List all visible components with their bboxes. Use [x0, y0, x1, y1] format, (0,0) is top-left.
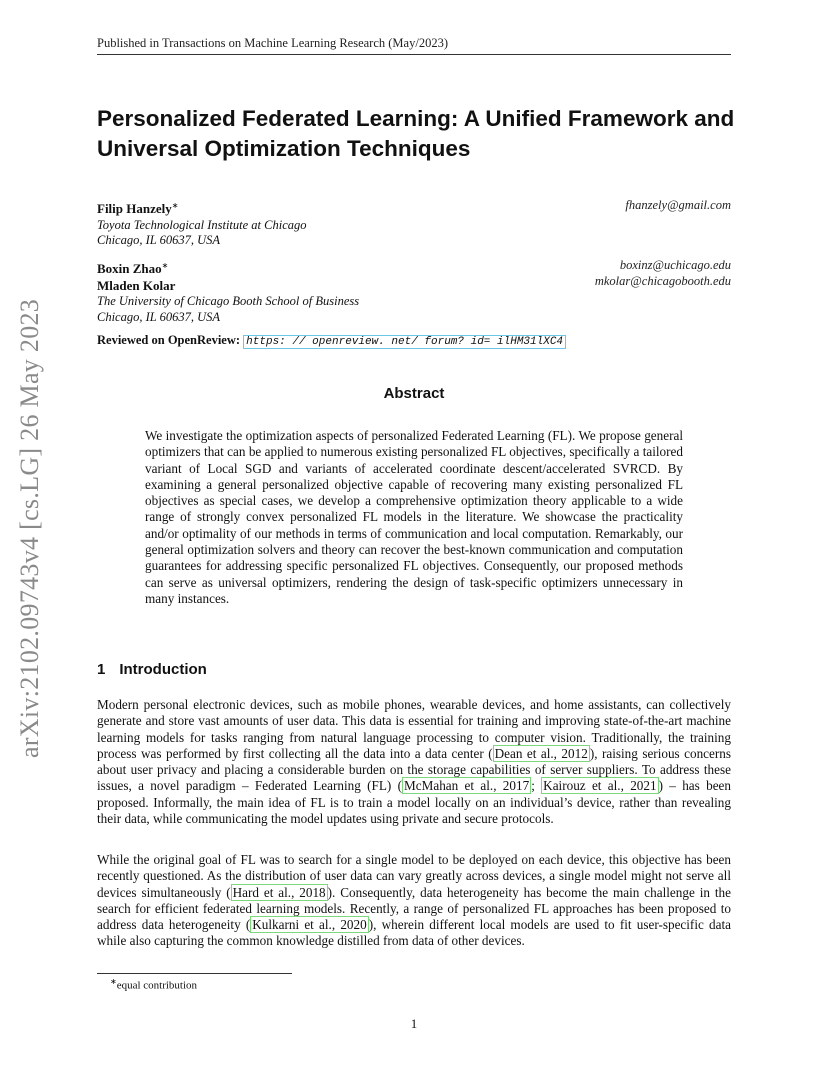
author-group-2	[97, 258, 731, 325]
text-span: ;	[531, 778, 542, 794]
journal-header: Published in Transactions on Machine Learning Research (May/2023)	[97, 36, 731, 55]
text-span: ), raising serious concerns about user privacy and placing a considerable burden on the storage capabilities of server suppliers. To address these issues, a novel paradigm – Federated Learning (FL) (	[97, 745, 731, 794]
author-group-1	[97, 198, 731, 249]
abstract-heading: Abstract	[383, 385, 445, 402]
footnote-divider	[97, 973, 292, 974]
paper-title: Personalized Federated Learning: A Unified Framework and Universal Optimization Techniques	[97, 106, 735, 161]
intro-paragraph-2	[97, 852, 731, 950]
text-span: Modern personal electronic devices, such as mobile phones, wearable devices, and home assistants, can collectively generate and store vast amounts of user data. This data is essential for training and improving state-of-the-art machine learning models for tasks ranging from natural language processing to computer vision. Traditionally, the training process was performed by first collecting all the data into a data center (	[97, 697, 731, 761]
citation-link[interactable]: Kairouz et al., 2021	[543, 778, 657, 794]
author-affiliation: Toyota Technological Institute at Chicago	[97, 217, 307, 232]
footnote	[110, 977, 197, 992]
intro-paragraph-1	[97, 697, 731, 827]
equal-contribution-mark: ∗	[171, 201, 179, 210]
author-name: Filip Hanzely	[97, 201, 172, 217]
page-number: 1	[410, 1016, 418, 1031]
openreview-link[interactable]: https: // openreview. net/ forum? id= ilHM31lXC4	[243, 335, 566, 349]
footnote-text: equal contribution	[116, 979, 198, 992]
text-span: While the original goal of FL was to search for a single model to be deployed on each device, this objective has been recently questioned. As the distribution of user data can vary greatly across devices, a single model might not serve all devices simultaneously (	[97, 852, 731, 900]
citation-link[interactable]: Hard et al., 2018	[232, 884, 326, 900]
author-email: boxinz@uchicago.edu	[619, 258, 731, 272]
citation-link[interactable]: Kulkarni et al., 2020	[252, 917, 367, 933]
text-span: ) – has been proposed. Informally, the main idea of FL is to train a model locally on an individual’s device, rather than revealing their data, while communicating the model updates using private and secure protocols.	[97, 778, 731, 827]
text-span: ), wherein different local models are used to fit user-specific data while also capturing the common knowledge distilled from data of other devices.	[97, 917, 731, 949]
citation-link[interactable]: Dean et al., 2012	[494, 745, 588, 761]
author-address: Chicago, IL 60637, USA	[97, 233, 221, 248]
footnote-mark: ∗	[110, 977, 117, 986]
arxiv-identifier: arXiv:2102.09743v4 [cs.LG] 26 May 2023	[15, 298, 44, 758]
author-address: Chicago, IL 60637, USA	[97, 309, 221, 324]
author-affiliation: The University of Chicago Booth School of Business	[97, 294, 360, 309]
review-line	[97, 333, 566, 348]
review-label: Reviewed on OpenReview:	[97, 333, 241, 347]
section-heading	[97, 661, 207, 678]
abstract-text: We investigate the optimization aspects of personalized Federated Learning (FL). We propose general optimizers that can be applied to numerous existing personalized FL objectives, specifically a tailored variant of Local SGD and variants of accelerated coordinate descent/accelerated SVRCD. By examining a general personalized objective capable of recovering many existing personalized FL objectives as special cases, we develop a comprehensive optimization theory applicable to a wide range of strongly convex personalized FL models in the literature. We showcase the practicality and/or optimality of our methods in terms of communication and local computation. Remarkably, our general optimization solvers and theory can recover the best-known communication and computation guarantees for addressing specific personalized FL objectives. Consequently, our proposed methods can serve as universal optimizers, rendering the design of task-specific optimizers unnecessary in many instances.	[145, 428, 683, 606]
author-name: Boxin Zhao	[97, 261, 162, 277]
section-title: Introduction	[119, 661, 207, 678]
text-span: ). Consequently, data heterogeneity has become the main challenge in the search for efficient federated learning models. Recently, a range of personalized FL approaches has been proposed to address data heterogeneity (	[97, 884, 731, 933]
section-number: 1	[97, 661, 106, 678]
citation-link[interactable]: McMahan et al., 2017	[404, 778, 530, 794]
author-name: Mladen Kolar	[97, 277, 176, 293]
equal-contribution-mark: ∗	[161, 261, 169, 270]
author-email: mkolar@chicagobooth.edu	[594, 273, 731, 288]
author-email: fhanzely@gmail.com	[625, 198, 731, 212]
